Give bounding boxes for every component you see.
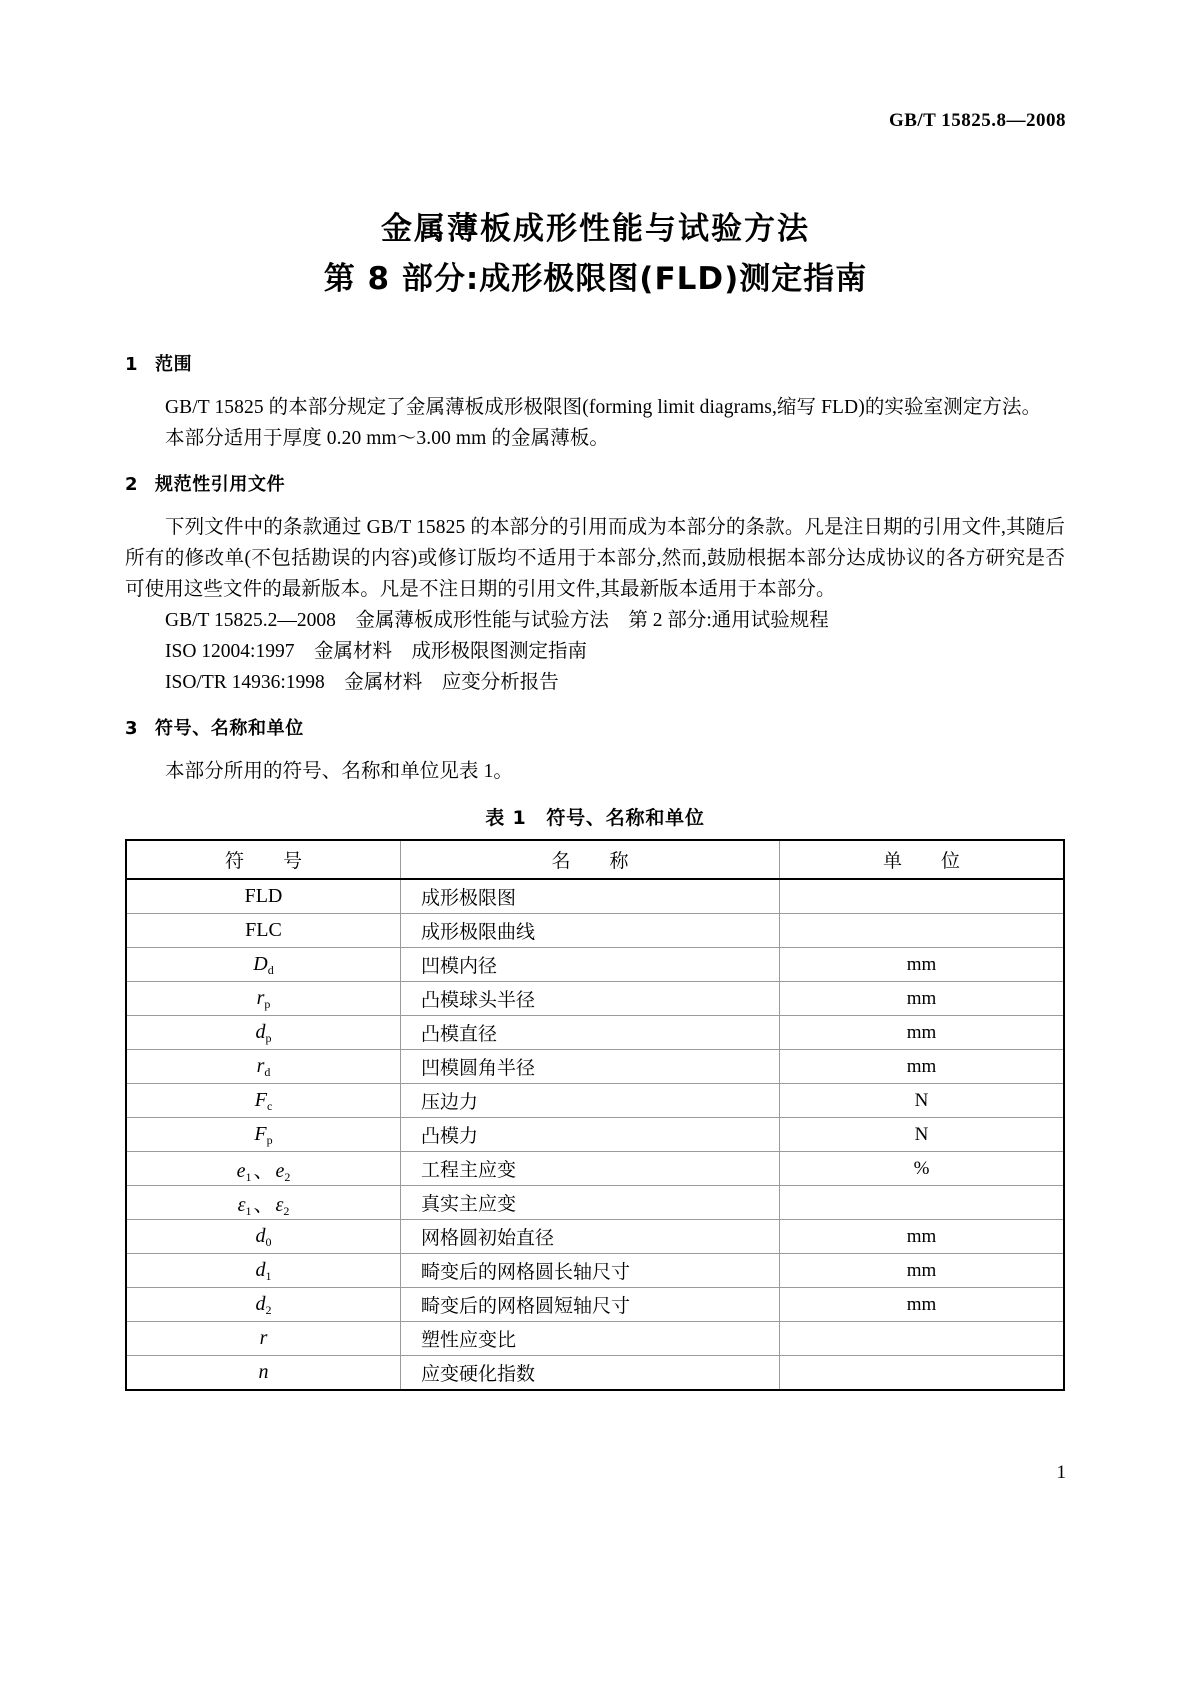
cell-symbol: n	[126, 1356, 401, 1391]
cell-symbol: $D_d$	[126, 948, 401, 982]
title-line-2: 第 8 部分:成形极限图(FLD)测定指南	[323, 261, 868, 297]
table-row	[126, 879, 1064, 914]
cell-symbol: $F_p$	[126, 1118, 401, 1152]
table-row	[126, 1356, 1064, 1391]
cell-unit: N	[780, 1084, 1065, 1118]
cell-name: 压边力	[401, 1084, 780, 1118]
cell-name: 凸模力	[401, 1118, 780, 1152]
section-number-3: 3	[125, 718, 139, 739]
cell-symbol: $d_2$	[126, 1288, 401, 1322]
normative-reference-3: ISO/TR 14936:1998 金属材料 应变分析报告	[165, 672, 559, 693]
cell-unit: mm	[780, 1016, 1065, 1050]
cell-unit: mm	[780, 948, 1065, 982]
column-header-symbol-label: 符 号	[224, 851, 312, 872]
table-row	[126, 1152, 1064, 1186]
cell-symbol: $e_1$ 、 $e_2$	[126, 1152, 401, 1186]
section-2-paragraph-1: 下列文件中的条款通过 GB/T 15825 的本部分的引用而成为本部分的条款。凡是注日期的引用文件,其随后所有的修改单(不包括勘误的内容)或修订版均不适用于本部分,然而,鼓励根据本部分达成协议的各方研究是否可使用这些文件的最新版本。凡是不注日期的引用文件,其最新版本适用于本部分。	[125, 517, 1065, 600]
section-title-1: 范围	[155, 354, 193, 375]
table-row	[126, 1118, 1064, 1152]
section-heading-3	[125, 716, 1065, 742]
section-1-paragraph-2: 本部分适用于厚度 0.20 mm～3.00 mm 的金属薄板。	[165, 428, 610, 449]
cell-symbol: $r_p$	[126, 982, 401, 1016]
column-header-name-label: 名 称	[551, 851, 639, 872]
cell-unit: mm	[780, 1288, 1065, 1322]
symbols-table	[125, 839, 1065, 1391]
cell-unit: mm	[780, 1050, 1065, 1084]
table-row	[126, 948, 1064, 982]
cell-name: 应变硬化指数	[401, 1356, 780, 1391]
column-header-unit	[780, 840, 1065, 879]
cell-name: 畸变后的网格圆短轴尺寸	[401, 1288, 780, 1322]
table-header-row	[126, 840, 1064, 879]
cell-name: 塑性应变比	[401, 1322, 780, 1356]
cell-unit	[780, 1322, 1065, 1356]
table-row	[126, 1220, 1064, 1254]
cell-name: 凹模圆角半径	[401, 1050, 780, 1084]
section-title-3: 符号、名称和单位	[155, 718, 304, 739]
cell-unit: mm	[780, 982, 1065, 1016]
table-row	[126, 1050, 1064, 1084]
cell-unit: N	[780, 1118, 1065, 1152]
section-number-2: 2	[125, 474, 139, 495]
normative-reference-2: ISO 12004:1997 金属材料 成形极限图测定指南	[165, 641, 587, 662]
cell-symbol: FLC	[126, 914, 401, 948]
cell-name: 工程主应变	[401, 1152, 780, 1186]
running-header-standard-code: GB/T 15825.8—2008	[888, 110, 1066, 131]
cell-name: 真实主应变	[401, 1186, 780, 1220]
section-3-paragraph-1: 本部分所用的符号、名称和单位见表 1。	[165, 761, 514, 782]
table-row	[126, 1322, 1064, 1356]
cell-unit	[780, 1186, 1065, 1220]
cell-name: 畸变后的网格圆长轴尺寸	[401, 1254, 780, 1288]
document-title	[0, 205, 1191, 305]
cell-name: 凸模球头半径	[401, 982, 780, 1016]
cell-unit: mm	[780, 1254, 1065, 1288]
cell-name: 凹模内径	[401, 948, 780, 982]
table-row	[126, 1016, 1064, 1050]
cell-symbol: $r_d$	[126, 1050, 401, 1084]
cell-symbol: FLD	[126, 879, 401, 914]
cell-unit	[780, 1356, 1065, 1391]
table-caption: 表 1 符号、名称和单位	[485, 807, 705, 829]
cell-symbol: $F_c$	[126, 1084, 401, 1118]
cell-unit: %	[780, 1152, 1065, 1186]
table-row	[126, 1186, 1064, 1220]
column-header-name	[401, 840, 780, 879]
cell-unit	[780, 879, 1065, 914]
cell-unit: mm	[780, 1220, 1065, 1254]
section-heading-1	[125, 352, 1065, 378]
normative-reference-1: GB/T 15825.2—2008 金属薄板成形性能与试验方法 第 2 部分:通用试验规程	[165, 610, 829, 631]
column-header-symbol	[126, 840, 401, 879]
cell-unit	[780, 914, 1065, 948]
section-heading-2	[125, 472, 1065, 498]
table-row	[126, 1254, 1064, 1288]
cell-name: 成形极限图	[401, 879, 780, 914]
section-title-2: 规范性引用文件	[155, 474, 286, 495]
table-row	[126, 1288, 1064, 1322]
cell-name: 网格圆初始直径	[401, 1220, 780, 1254]
page-number: 1	[1056, 1462, 1066, 1483]
cell-symbol: r	[126, 1322, 401, 1356]
cell-symbol: $d_0$	[126, 1220, 401, 1254]
table-row	[126, 1084, 1064, 1118]
section-number-1: 1	[125, 354, 139, 375]
table-row	[126, 982, 1064, 1016]
title-line-1: 金属薄板成形性能与试验方法	[381, 211, 810, 247]
section-1-paragraph-1: GB/T 15825 的本部分规定了金属薄板成形极限图(forming limit diagrams,缩写 FLD)的实验室测定方法。	[165, 397, 1042, 418]
column-header-unit-label: 单 位	[882, 851, 970, 872]
table-body	[126, 879, 1064, 1390]
document-body	[125, 352, 1065, 1391]
table-row	[126, 914, 1064, 948]
cell-symbol: $d_p$	[126, 1016, 401, 1050]
cell-symbol: $d_1$	[126, 1254, 401, 1288]
cell-name: 成形极限曲线	[401, 914, 780, 948]
cell-symbol: $\varepsilon_1$ 、 $\varepsilon_2$	[126, 1186, 401, 1220]
cell-name: 凸模直径	[401, 1016, 780, 1050]
